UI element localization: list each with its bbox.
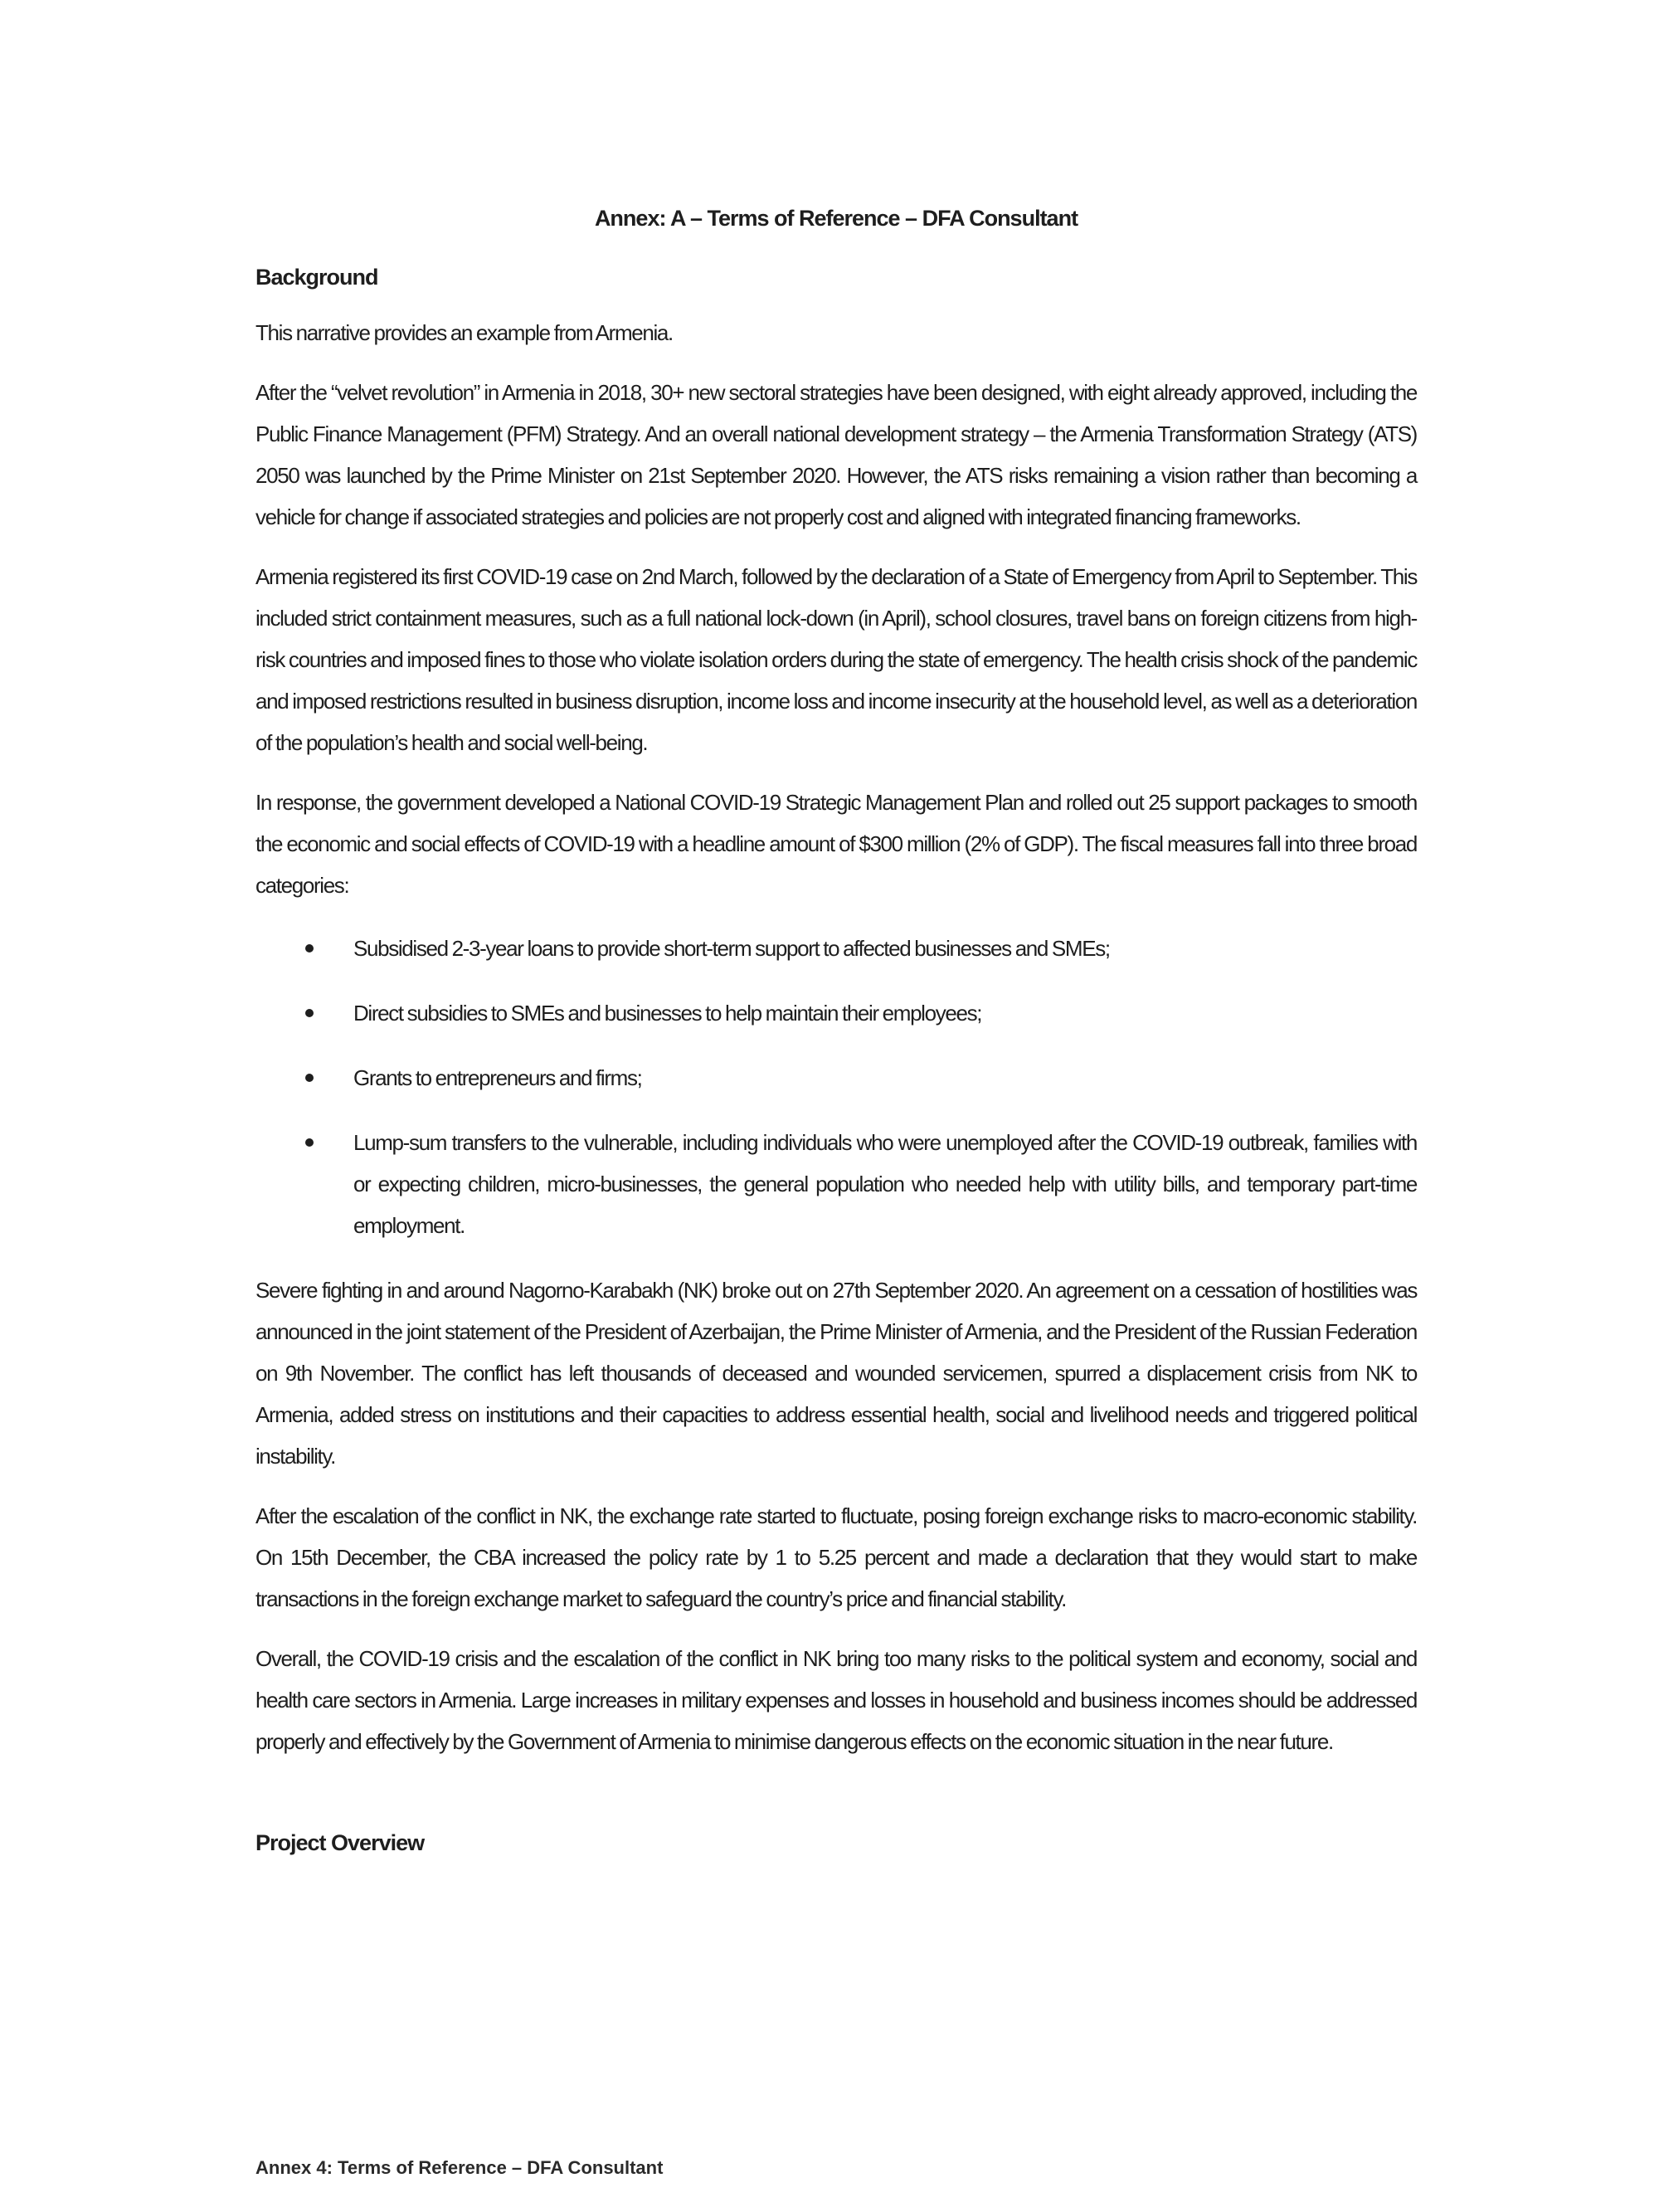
bullet-icon xyxy=(305,1138,314,1147)
project-overview-heading: Project Overview xyxy=(255,1830,425,1855)
paragraph-nagorno-karabakh: Severe fighting in and around Nagorno-Karabakh (NK) broke out on 27th September 2020. An agreement on a cessation of hostilities was announced in the joint statement of the President of Azerbaijan, the Prime Minister of Armenia, and the President of the Russian Federation on 9th November. The conflict has left thousands of deceased and wounded servicemen, spurred a displacement crisis from NK to Armenia, added stress on institutions and their capacities to address essential health, social and livelihood needs and triggered political instability. xyxy=(255,1278,1417,1469)
list-item-text: Direct subsidies to SMEs and businesses to help maintain their employees; xyxy=(353,1001,982,1026)
bullet-icon xyxy=(305,1074,314,1082)
document-title: Annex: A – Terms of Reference – DFA Consultant xyxy=(594,206,1078,231)
list-item-text: Lump-sum transfers to the vulnerable, including individuals who were unemployed after the COVID-19 outbreak, families with or expecting children, micro-businesses, the general population who needed help with utility bills, and temporary part-time employment. xyxy=(353,1130,1417,1238)
paragraph-overall: Overall, the COVID-19 crisis and the escalation of the conflict in NK bring too many risks to the political system and economy, social and health care sectors in Armenia. Large increases in military expenses and losses in household and business incomes should be addressed properly and effectively by the Government of Armenia to minimise dangerous effects on the economic situation in the near future. xyxy=(255,1646,1417,1754)
list-item xyxy=(255,928,1417,969)
list-item xyxy=(255,992,1417,1034)
document-body xyxy=(255,206,1417,1878)
paragraph-velvet-revolution: After the “velvet revolution” in Armenia in 2018, 30+ new sectoral strategies have been designed, with eight already approved, including the Public Finance Management (PFM) Strategy. And an overall national development strategy – the Armenia Transformation Strategy (ATS) 2050 was launched by the Prime Minister on 21st September 2020. However, the ATS risks remaining a vision rather than becoming a vehicle for change if associated strategies and policies are not properly cost and aligned with integrated financing frameworks. xyxy=(255,380,1417,529)
list-item-text: Grants to entrepreneurs and firms; xyxy=(353,1065,642,1090)
section-spacer xyxy=(255,1781,1417,1830)
paragraph-government-response: In response, the government developed a National COVID-19 Strategic Management Plan and rolled out 25 support packages to smooth the economic and social effects of COVID-19 with a headline amount of $300 million (2% of GDP). The fiscal measures fall into three broad categories: xyxy=(255,790,1417,898)
list-item xyxy=(255,1122,1417,1246)
paragraph-covid-case: Armenia registered its first COVID-19 case on 2nd March, followed by the declaration of a State of Emergency from April to September. This included strict containment measures, such as a full national lock-down (in April), school closures, travel bans on foreign citizens from high-risk countries and imposed fines to those who violate isolation orders during the state of emergency. The health crisis shock of the pandemic and imposed restrictions resulted in business disruption, income loss and income insecurity at the household level, as well as a deterioration of the population’s health and social well-being. xyxy=(255,564,1417,755)
list-item xyxy=(255,1057,1417,1099)
bullet-icon xyxy=(305,944,314,953)
list-item-text: Subsidised 2-3-year loans to provide short-term support to affected businesses and SMEs; xyxy=(353,936,1110,961)
paragraph-intro: This narrative provides an example from Armenia. xyxy=(255,320,673,345)
fiscal-measures-list xyxy=(255,928,1417,1246)
background-heading: Background xyxy=(255,265,378,290)
page-footer: Annex 4: Terms of Reference – DFA Consultant xyxy=(255,2157,664,2178)
paragraph-exchange-rate: After the escalation of the conflict in NK, the exchange rate started to fluctuate, posing foreign exchange risks to macro-economic stability. On 15th December, the CBA increased the policy rate by 1 to 5.25 percent and made a declaration that they would start to make transactions in the foreign exchange market to safeguard the country’s price and financial stability. xyxy=(255,1503,1417,1611)
bullet-icon xyxy=(305,1009,314,1017)
